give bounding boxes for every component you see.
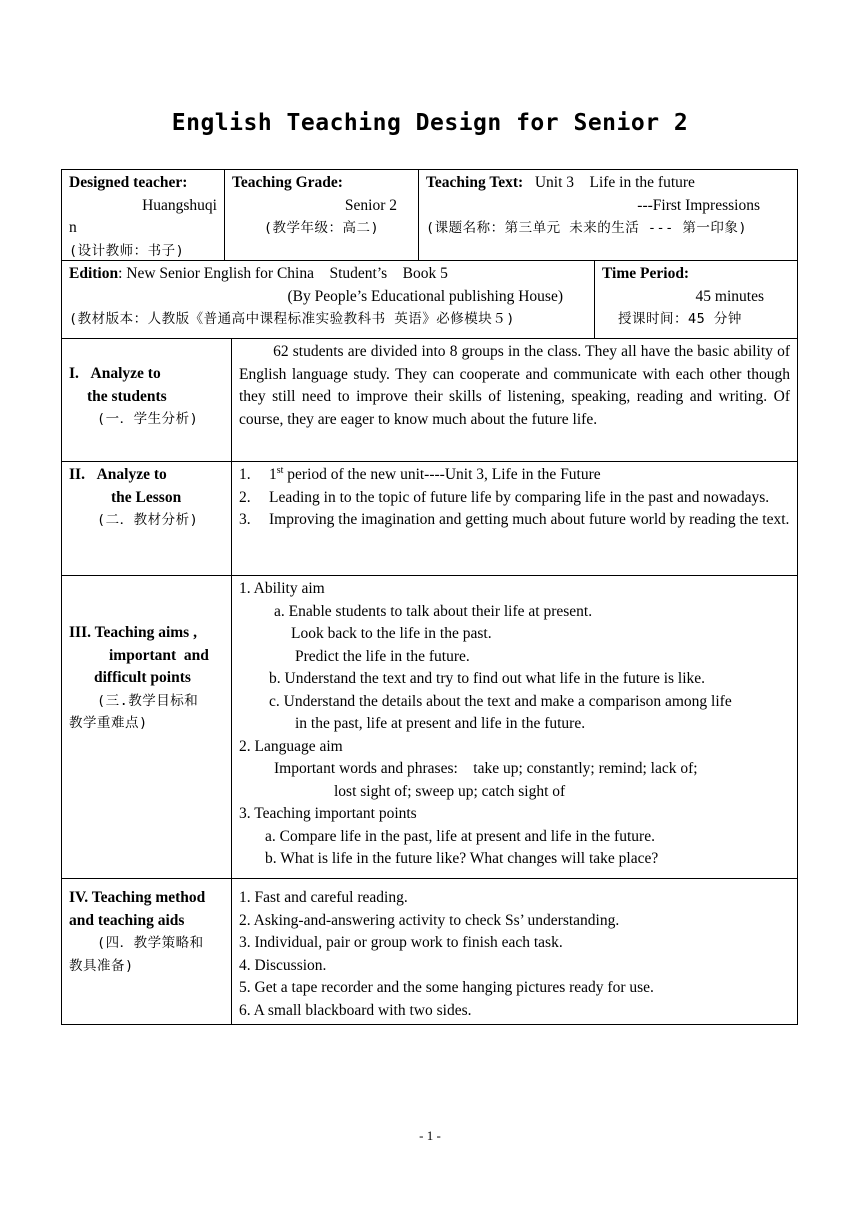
method-line: 4. Discussion. xyxy=(239,956,327,974)
aims-line: Important words and phrases: take up; constantly; remind; lack of; xyxy=(274,760,698,777)
aims-line: 3. Teaching important points xyxy=(239,805,417,822)
section-lesson-row xyxy=(61,462,798,576)
grade-cell xyxy=(224,170,418,260)
section-aims-title-3: difficult points xyxy=(94,669,191,686)
teacher-cn: (设计教师：书子) xyxy=(69,242,185,259)
section-students-num: I. xyxy=(69,365,79,382)
list-item xyxy=(239,464,790,487)
teacher-name-cont: n xyxy=(69,219,77,236)
section-lesson-label xyxy=(62,462,231,575)
list-item xyxy=(239,487,790,510)
aims-line: lost sight of; sweep up; catch sight of xyxy=(334,782,566,800)
list-item xyxy=(239,509,790,532)
ordinal-suffix: st xyxy=(276,464,284,476)
edition-value: : New Senior English for China Student’s Book 5 xyxy=(118,265,448,282)
period-value: 45 minutes xyxy=(695,287,764,305)
method-line: 2. Asking-and-answering activity to check Ss’ understanding. xyxy=(239,911,620,929)
teacher-cell xyxy=(62,170,224,260)
section-students-title xyxy=(69,363,224,386)
section-lesson-content xyxy=(231,462,797,575)
page-title: English Teaching Design for Senior 2 xyxy=(171,110,689,136)
aims-line: Predict the life in the future. xyxy=(295,647,470,665)
section-students-cn: (一．学生分析) xyxy=(97,411,199,427)
section-aims-title-1 xyxy=(69,622,224,645)
edition-cell xyxy=(62,261,594,338)
text-label: Teaching Text: xyxy=(426,174,524,191)
grade-cn: (教学年级：高二) xyxy=(263,220,380,236)
section-method-content xyxy=(231,879,797,1024)
period-label: Time Period: xyxy=(602,265,690,282)
section-aims-title-1-text: Teaching aims , xyxy=(94,624,197,641)
aims-line: b. Understand the text and try to find out what life in the future is like. xyxy=(269,670,706,687)
section-students-title-1: Analyze to xyxy=(90,365,161,382)
text-value-2: ---First Impressions xyxy=(637,196,760,214)
section-aims-title-2: important and xyxy=(109,646,209,664)
teacher-name: Huangshuqi xyxy=(142,196,217,214)
ordinal-number: 1 xyxy=(269,466,277,483)
section-method-label xyxy=(62,879,231,1024)
section-method-cn-2: 教具准备) xyxy=(69,957,134,974)
section-students-row xyxy=(61,339,798,462)
edition-label: Edition xyxy=(69,265,119,282)
list-item-text-rest: period of the new unit----Unit 3, Life in the Future xyxy=(283,466,601,483)
section-lesson-title-2: the Lesson xyxy=(111,488,182,506)
section-aims-row xyxy=(61,576,798,879)
period-cn: 授课时间：45 分钟 xyxy=(618,311,742,327)
section-method-title-1 xyxy=(69,887,224,910)
method-line: 3. Individual, pair or group work to finish each task. xyxy=(239,934,563,951)
aims-line: a. Compare life in the past, life at present and life in the future. xyxy=(265,827,655,845)
list-item-text: Leading in to the topic of future life by comparing life in the past and nowadays. xyxy=(269,488,770,506)
teacher-label: Designed teacher: xyxy=(69,174,188,191)
section-lesson-cn: (二．教材分析) xyxy=(97,512,199,528)
text-line xyxy=(426,172,790,195)
section-students-title-2: the students xyxy=(87,387,167,405)
method-line: 6. A small blackboard with two sides. xyxy=(239,1001,472,1019)
section-students-content: 62 students are divided into 8 groups in the class. They all have the basic ability of English language study. They can cooperate and communicate with each other though they still need to improve their skills of listening, speaking, reading and writing. Of course, they are eager to know much about the future life. xyxy=(231,339,797,461)
text-cell xyxy=(418,170,797,260)
period-cell xyxy=(594,261,797,338)
section-method-num: IV. xyxy=(69,889,89,906)
aims-line: c. Understand the details about the text and make a comparison among life xyxy=(269,692,732,710)
teaching-design-table xyxy=(61,169,798,1025)
aims-line: 2. Language aim xyxy=(239,737,343,755)
grade-label: Teaching Grade: xyxy=(232,174,343,191)
edition-publisher: (By People’s Educational publishing House) xyxy=(287,287,563,305)
edition-row xyxy=(61,261,798,339)
list-item-num: 2. xyxy=(239,488,251,506)
section-lesson-num: II. xyxy=(69,466,85,483)
aims-line: in the past, life at present and life in the future. xyxy=(295,715,586,732)
section-method-cn-1: (四．教学策略和 xyxy=(97,935,204,951)
list-item-num: 3. xyxy=(239,511,251,528)
text-cn: (课题名称：第三单元 未来的生活 --- 第一印象) xyxy=(426,220,748,236)
header-row xyxy=(61,169,798,261)
method-line: 5. Get a tape recorder and the some hanging pictures ready for use. xyxy=(239,979,654,996)
section-students-label xyxy=(62,339,231,461)
aims-line: a. Enable students to talk about their life at present. xyxy=(274,602,593,620)
edition-line xyxy=(69,263,587,286)
list-item-num: 1. xyxy=(239,466,251,483)
list-item-text: Improving the imagination and getting much about future world by reading the text. xyxy=(269,511,790,528)
aims-line: 1. Ability aim xyxy=(239,580,325,597)
aims-line: Look back to the life in the past. xyxy=(291,625,492,642)
section-aims-content xyxy=(231,576,797,878)
section-method-title-2: and teaching aids xyxy=(69,911,185,929)
section-lesson-title-1: Analyze to xyxy=(96,466,167,483)
aims-line: b. What is life in the future like? What changes will take place? xyxy=(265,850,659,867)
section-method-title-1-text: Teaching method xyxy=(91,889,206,906)
section-method-row xyxy=(61,879,798,1025)
grade-value: Senior 2 xyxy=(344,196,397,214)
section-aims-label xyxy=(62,576,231,878)
section-aims-cn-2: 教学重难点) xyxy=(69,715,148,731)
section-aims-num: III. xyxy=(69,624,91,641)
edition-cn: (教材版本：人教版《普通高中课程标准实验教科书 英语》必修模块５) xyxy=(69,311,515,327)
section-aims-cn-1: (三.教学目标和 xyxy=(97,692,199,709)
text-value: Unit 3 Life in the future xyxy=(534,174,695,191)
list-item-text xyxy=(269,464,790,487)
section-lesson-title xyxy=(69,464,224,487)
page-number: - 1 - xyxy=(419,1128,441,1143)
method-line: 1. Fast and careful reading. xyxy=(239,889,408,906)
